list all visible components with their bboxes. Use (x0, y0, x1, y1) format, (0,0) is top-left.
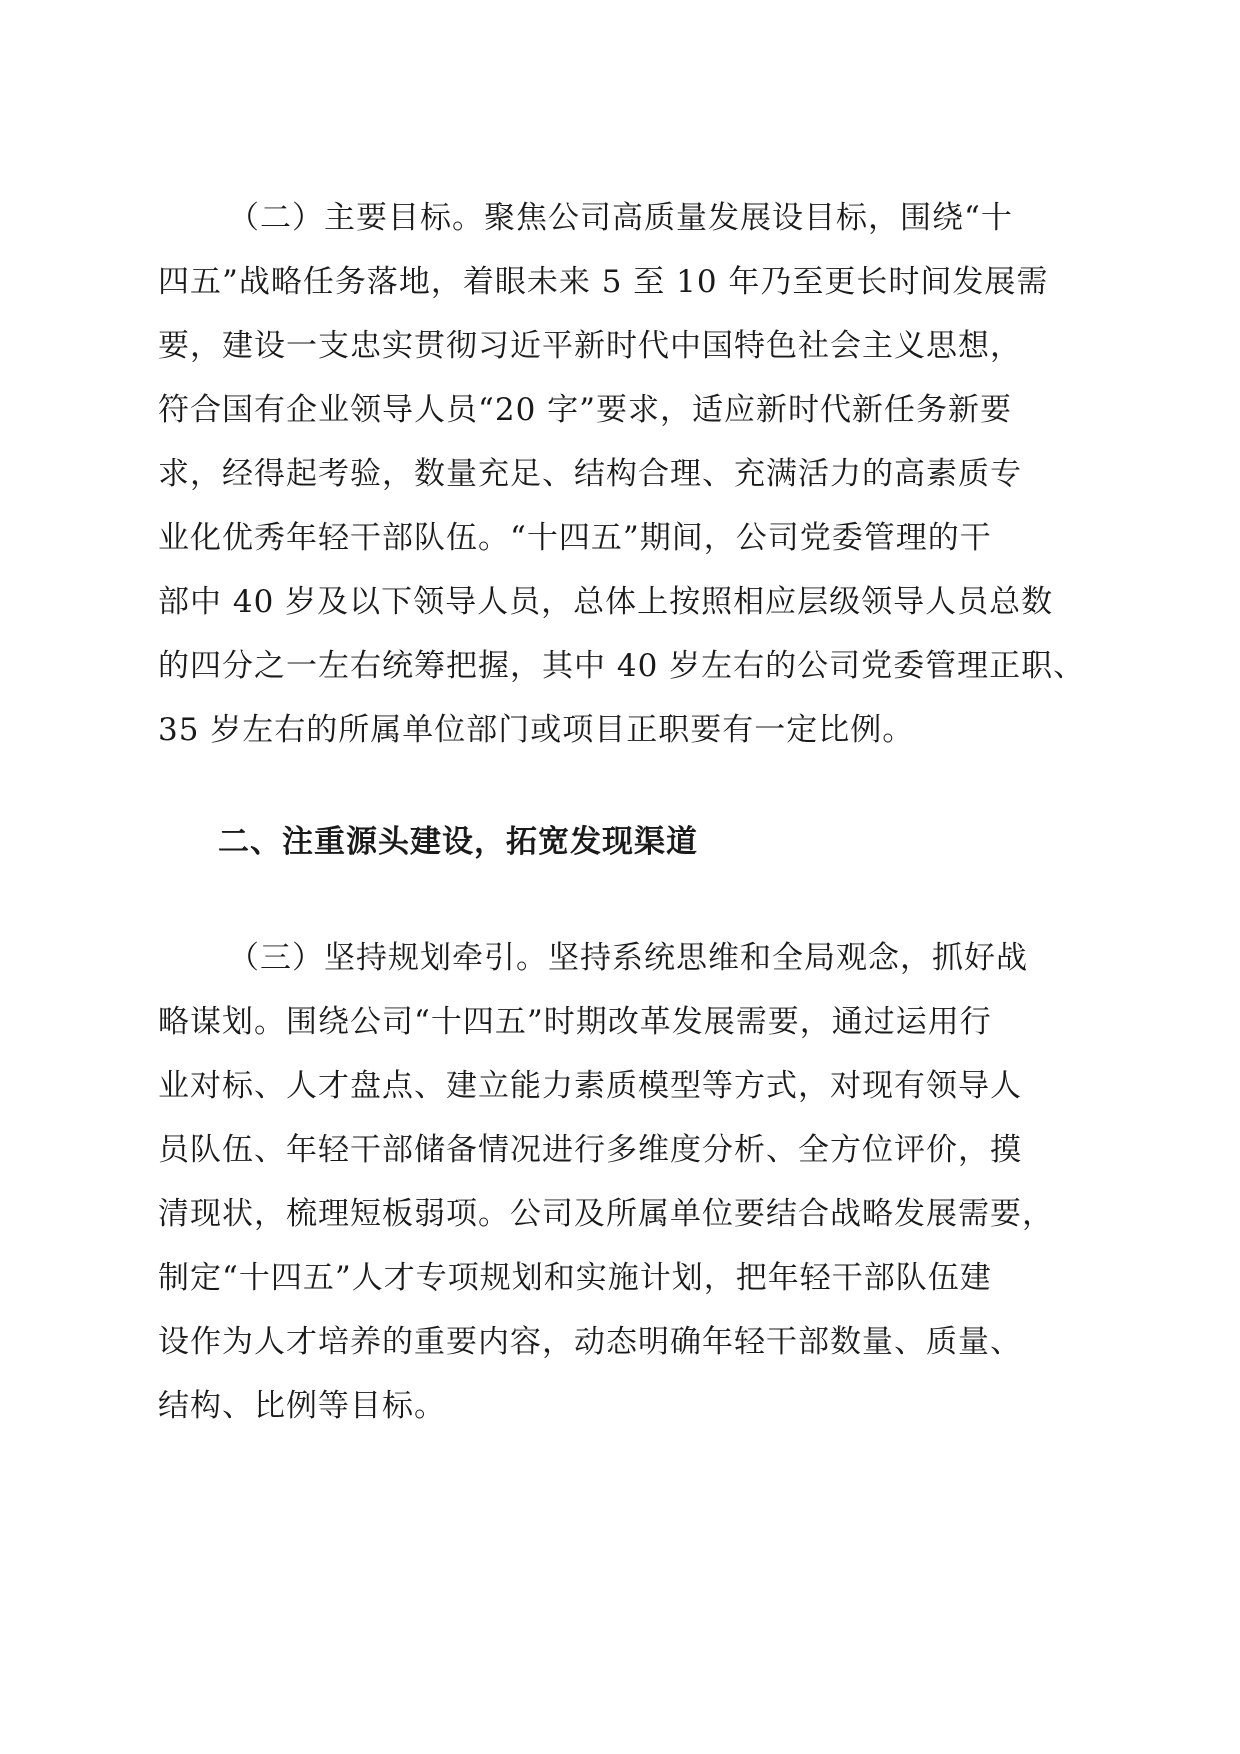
paragraph-line: 的四分之一左右统筹把握，其中 40 岁左右的公司党委管理正职、 (158, 648, 1086, 684)
paragraph-line: 结构、比例等目标。 (158, 1388, 446, 1424)
paragraph-line: （三）坚持规划牵引。坚持系统思维和全局观念，抓好战 (228, 940, 1028, 976)
paragraph-line: 制定“十四五”人才专项规划和实施计划，把年轻干部队伍建 (158, 1260, 992, 1296)
paragraph-line: 设作为人才培养的重要内容，动态明确年轻干部数量、质量、 (158, 1324, 1022, 1360)
paragraph-line: 要，建设一支忠实贯彻习近平新时代中国特色社会主义思想， (158, 328, 1022, 364)
paragraph-line: （二）主要目标。聚焦公司高质量发展设目标，围绕“十 (228, 200, 1013, 236)
paragraph-line: 员队伍、年轻干部储备情况进行多维度分析、全方位评价，摸 (158, 1132, 1022, 1168)
paragraph-line: 业对标、人才盘点、建立能力素质模型等方式，对现有领导人 (158, 1068, 1022, 1104)
paragraph-line: 业化优秀年轻干部队伍。“十四五”期间，公司党委管理的干 (158, 520, 992, 556)
paragraph-line: 35 岁左右的所属单位部门或项目正职要有一定比例。 (158, 712, 915, 748)
paragraph-line: 清现状，梳理短板弱项。公司及所属单位要结合战略发展需要， (158, 1196, 1054, 1232)
section-heading: 二、注重源头建设，拓宽发现渠道 (218, 824, 698, 860)
paragraph-line: 部中 40 岁及以下领导人员，总体上按照相应层级领导人员总数 (158, 584, 1054, 620)
paragraph-line: 四五”战略任务落地，着眼未来 5 至 10 年乃至更长时间发展需 (158, 264, 1049, 300)
paragraph-line: 略谋划。围绕公司“十四五”时期改革发展需要，通过运用行 (158, 1004, 992, 1040)
paragraph-line: 求，经得起考验，数量充足、结构合理、充满活力的高素质专 (158, 456, 1022, 492)
paragraph-line: 符合国有企业领导人员“20 字”要求，适应新时代新任务新要 (158, 392, 1012, 428)
